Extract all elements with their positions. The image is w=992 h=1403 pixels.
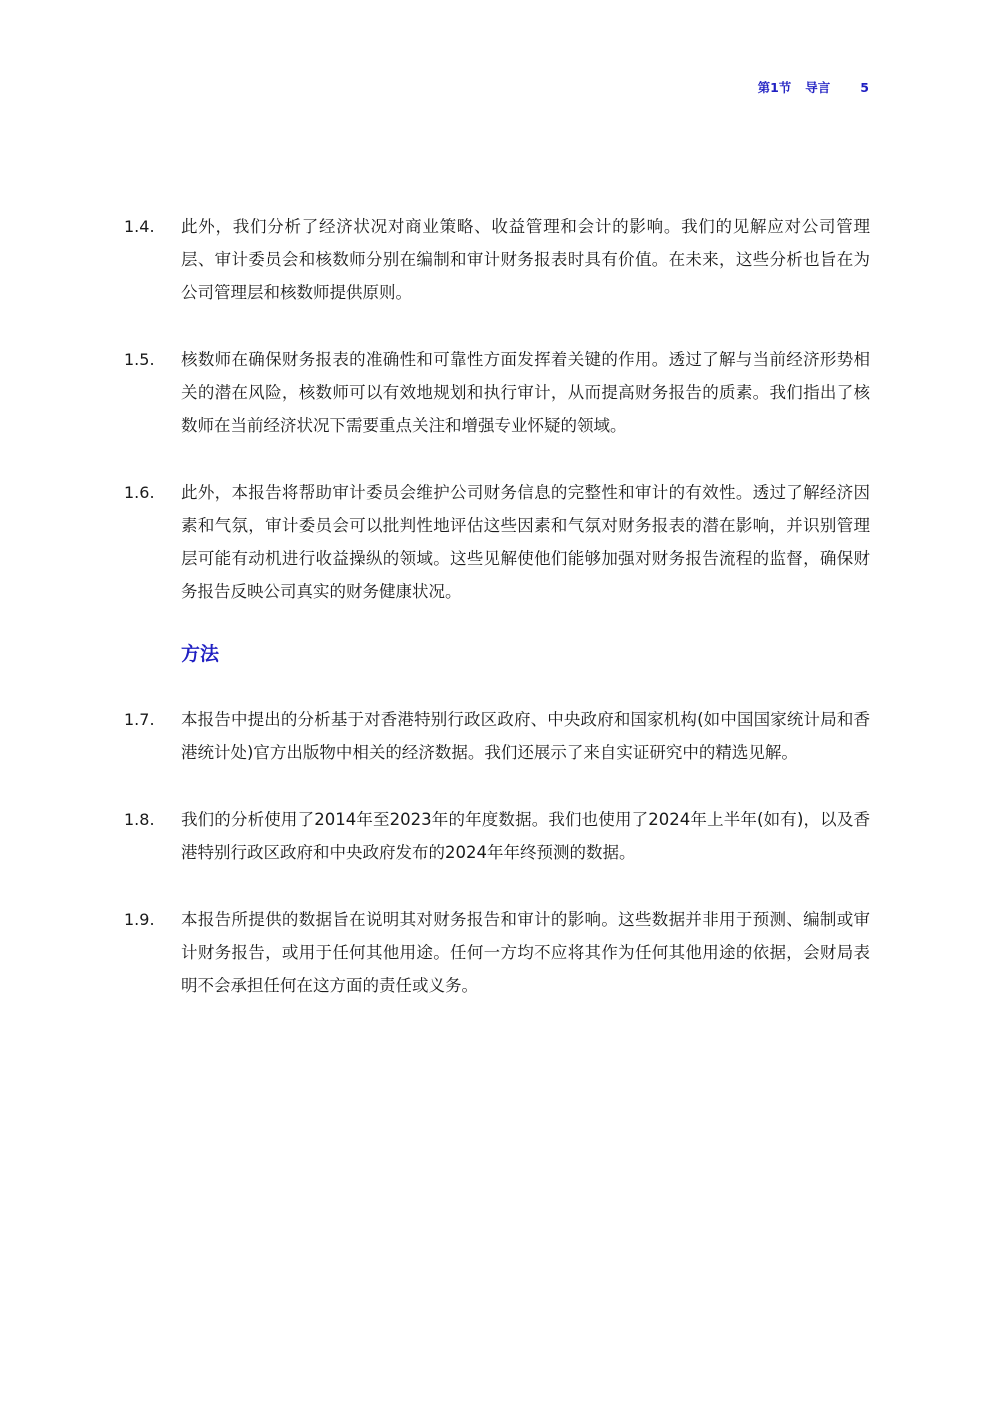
paragraph-number: 1.7.	[124, 710, 155, 729]
paragraph-1-8	[124, 803, 870, 869]
paragraph-1-5	[124, 343, 870, 442]
paragraph-number: 1.5.	[124, 350, 155, 369]
paragraph-1-4	[124, 210, 870, 309]
paragraph-text: 我们的分析使用了2014年至2023年的年度数据。我们也使用了2024年上半年(如有)，以及香港特别行政区政府和中央政府发布的2024年年终预测的数据。	[181, 810, 870, 862]
paragraph-1-6	[124, 476, 870, 608]
paragraph-text: 本报告所提供的数据旨在说明其对财务报告和审计的影响。这些数据并非用于预测、编制或审计财务报告，或用于任何其他用途。任何一方均不应将其作为任何其他用途的依据，会财局表明不会承担任何在这方面的责任或义务。	[181, 910, 870, 995]
paragraph-number: 1.8.	[124, 810, 155, 829]
paragraph-number: 1.4.	[124, 217, 155, 236]
main-content	[124, 210, 870, 1036]
paragraph-number: 1.9.	[124, 910, 155, 929]
section-label: 第1节	[757, 80, 792, 95]
running-header	[758, 78, 869, 96]
page-number: 5	[860, 79, 869, 95]
section-title: 导言	[805, 80, 831, 95]
paragraph-1-7	[124, 703, 870, 769]
paragraph-text: 此外，我们分析了经济状况对商业策略、收益管理和会计的影响。我们的见解应对公司管理层、审计委员会和核数师分别在编制和审计财务报表时具有价值。在未来，这些分析也旨在为公司管理层和核数师提供原则。	[181, 217, 870, 302]
paragraph-number: 1.6.	[124, 483, 155, 502]
section-heading-method: 方法	[181, 643, 220, 665]
paragraph-text: 此外，本报告将帮助审计委员会维护公司财务信息的完整性和审计的有效性。透过了解经济因素和气氛，审计委员会可以批判性地评估这些因素和气氛对财务报表的潜在影响，并识别管理层可能有动机进行收益操纵的领域。这些见解使他们能够加强对财务报告流程的监督，确保财务报告反映公司真实的财务健康状况。	[181, 483, 870, 601]
paragraph-text: 本报告中提出的分析基于对香港特别行政区政府、中央政府和国家机构(如中国国家统计局和香港统计处)官方出版物中相关的经济数据。我们还展示了来自实证研究中的精选见解。	[181, 710, 870, 762]
paragraph-1-9	[124, 903, 870, 1002]
paragraph-text: 核数师在确保财务报表的准确性和可靠性方面发挥着关键的作用。透过了解与当前经济形势相关的潜在风险，核数师可以有效地规划和执行审计，从而提高财务报告的质素。我们指出了核数师在当前经济状况下需要重点关注和增强专业怀疑的领域。	[181, 350, 870, 435]
